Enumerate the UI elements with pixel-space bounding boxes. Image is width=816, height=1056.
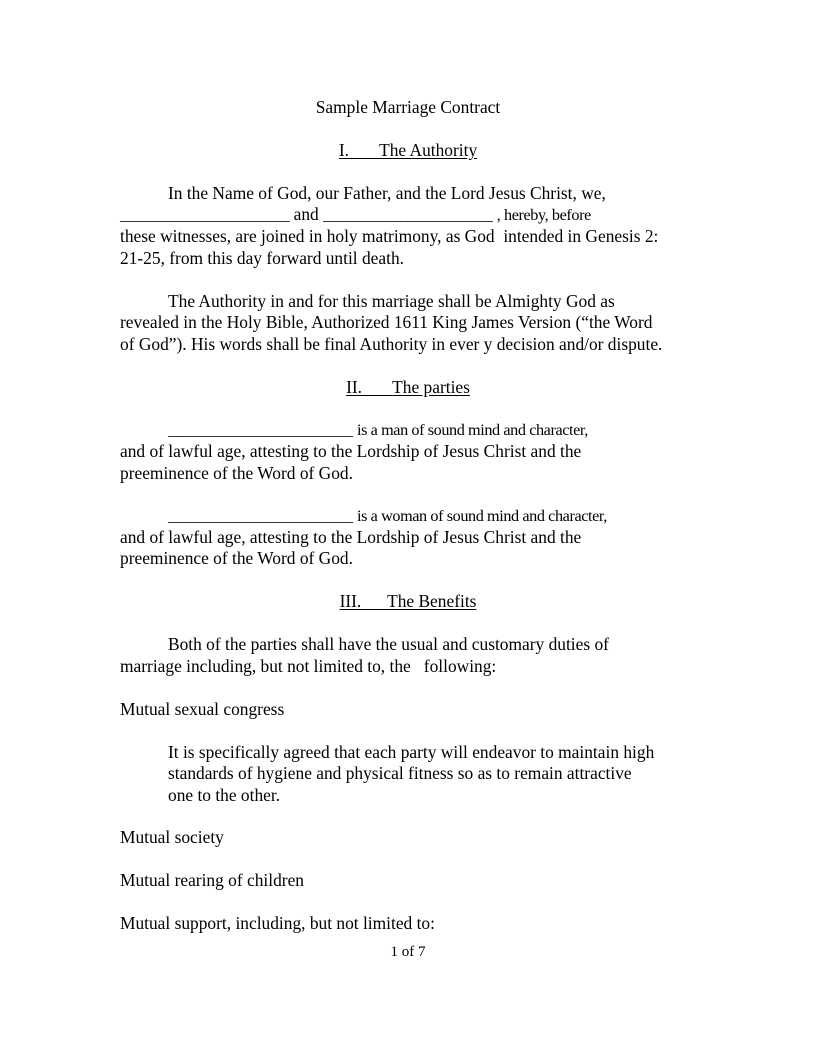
woman-name-blank: ________________________ xyxy=(168,507,353,525)
authority-paragraph-line: 21-25, from this day forward until death. xyxy=(120,248,404,268)
benefit-detail-line: It is specifically agreed that each party will endeavor to maintain high xyxy=(168,742,655,762)
section-numeral: II. xyxy=(346,377,363,397)
party-man-line xyxy=(168,418,588,441)
benefit-detail-line: one to the other. xyxy=(168,785,281,805)
section-numeral: I. xyxy=(338,140,349,160)
man-name-blank: ________________________ xyxy=(168,421,353,439)
party-paragraph-line: and of lawful age, attesting to the Lordship of Jesus Christ and the xyxy=(120,441,582,461)
section-numeral: III. xyxy=(339,591,362,611)
section-title: The parties xyxy=(392,377,470,397)
section-heading-benefits xyxy=(0,590,816,612)
benefit-item: Mutual rearing of children xyxy=(120,870,304,890)
authority-paragraph-line: these witnesses, are joined in holy matrimony, as God intended in Genesis 2: xyxy=(120,226,659,246)
woman-description: is a woman of sound mind and character, xyxy=(357,507,607,525)
benefit-detail-line: standards of hygiene and physical fitness so as to remain attractive xyxy=(168,763,632,783)
benefit-item: Mutual sexual congress xyxy=(120,699,285,719)
name-blank-1: ______________________ xyxy=(120,206,290,224)
authority-paragraph-line: The Authority in and for this marriage shall be Almighty God as xyxy=(168,291,615,311)
authority-paragraph-line: of God”). His words shall be final Authority in ever y decision and/or dispute. xyxy=(120,334,663,354)
authority-names-line xyxy=(120,203,591,226)
authority-paragraph-line: revealed in the Holy Bible, Authorized 1611 King James Version (“the Word xyxy=(120,312,653,332)
benefit-item: Mutual support, including, but not limited to: xyxy=(120,913,435,933)
section-title: The Authority xyxy=(379,140,478,160)
man-description: is a man of sound mind and character, xyxy=(357,421,588,439)
hereby-text: , hereby, before xyxy=(496,206,591,224)
authority-paragraph-line: In the Name of God, our Father, and the Lord Jesus Christ, we, xyxy=(168,183,606,203)
document-title: Sample Marriage Contract xyxy=(315,97,501,117)
and-text: and xyxy=(293,204,319,224)
party-paragraph-line: preeminence of the Word of God. xyxy=(120,463,353,483)
party-paragraph-line: and of lawful age, attesting to the Lordship of Jesus Christ and the xyxy=(120,527,582,547)
party-paragraph-line: preeminence of the Word of God. xyxy=(120,548,353,568)
section-heading-authority xyxy=(0,139,816,161)
party-woman-line xyxy=(168,504,607,527)
section-title: The Benefits xyxy=(387,591,477,611)
name-blank-2: ______________________ xyxy=(323,206,493,224)
section-heading-parties xyxy=(0,376,816,398)
page-number: 1 of 7 xyxy=(390,944,426,960)
benefits-paragraph-line: marriage including, but not limited to, the following: xyxy=(120,656,497,676)
benefits-paragraph-line: Both of the parties shall have the usual and customary duties of xyxy=(168,634,609,654)
benefit-item: Mutual society xyxy=(120,827,224,847)
